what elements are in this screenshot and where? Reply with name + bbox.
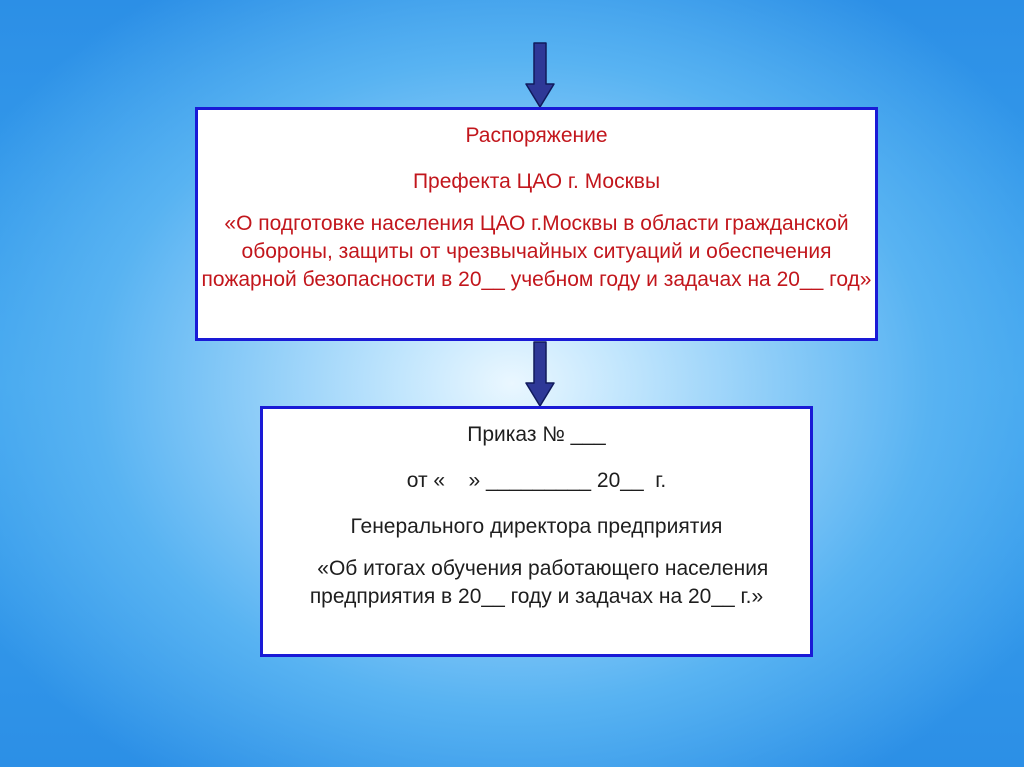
- directive-number: Приказ № ___: [467, 423, 606, 446]
- order-subject: «О подготовке населения ЦАО г.Москвы в области гражданской обороны, защиты от чрезвычайных ситуаций и обеспечения пожарной безопасности в 20__ учебном году и задачах на 20__ год»: [201, 212, 872, 291]
- company-directive-box: [260, 406, 813, 657]
- arrow-down-icon: [525, 42, 555, 108]
- order-title: Распоряжение: [465, 124, 608, 147]
- directive-issuer: Генерального директора предприятия: [350, 515, 723, 538]
- directive-subject: «Об итогах обучения работающего населения предприятия в 20__ году и задачах на 20__ г.»: [309, 557, 769, 608]
- prefect-order-box: [195, 107, 878, 341]
- flow-arrow-down-2: [525, 341, 555, 407]
- flow-arrow-down-1: [525, 42, 555, 108]
- order-issuer: Префекта ЦАО г. Москвы: [412, 170, 661, 193]
- arrow-down-icon: [525, 341, 555, 407]
- directive-date: от « » _________ 20__ г.: [406, 469, 667, 492]
